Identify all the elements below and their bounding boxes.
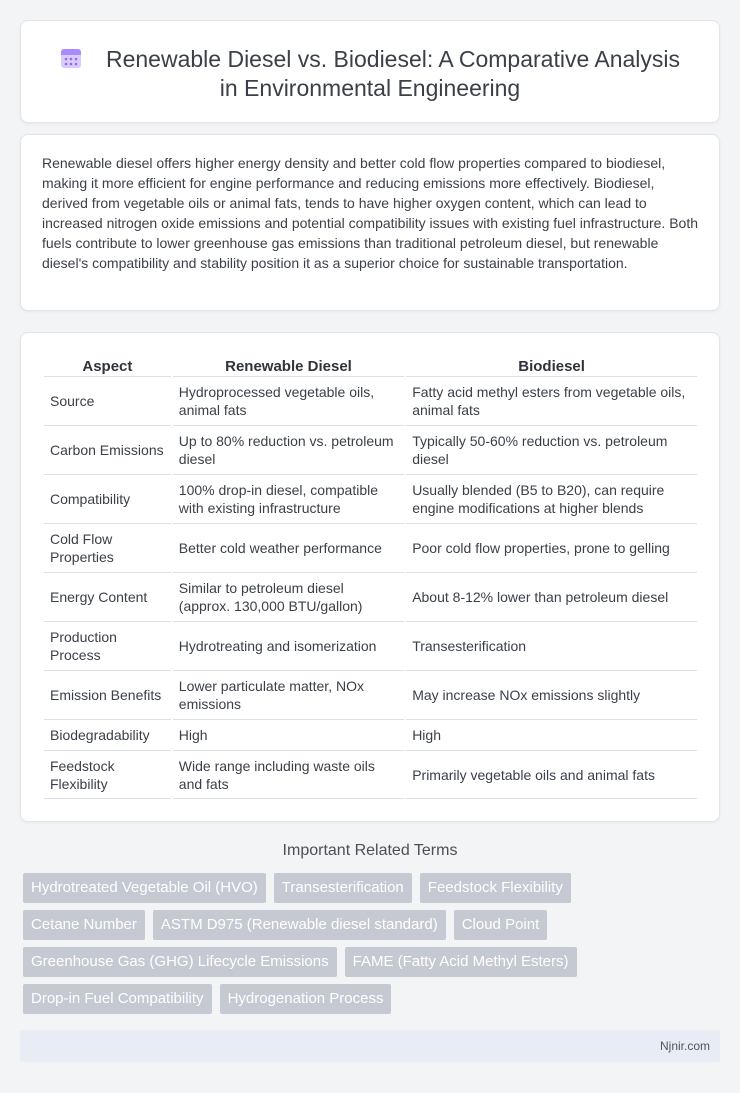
cell-aspect: Source <box>44 376 171 425</box>
header-biodiesel: Biodiesel <box>518 358 585 375</box>
footer-site[interactable]: Njnir.com <box>659 1039 710 1053</box>
cell-renewable: Hydroprocessed vegetable oils, animal fats <box>173 376 404 425</box>
term-tag[interactable]: Cetane Number <box>23 910 145 940</box>
cell-biodiesel: May increase NOx emissions slightly <box>406 670 697 719</box>
cell-aspect: Feedstock Flexibility <box>44 750 171 799</box>
comparison-card <box>20 332 720 822</box>
cell-biodiesel: Fatty acid methyl esters from vegetable oils, animal fats <box>406 376 697 425</box>
cell-biodiesel: High <box>406 719 697 750</box>
term-row <box>23 910 723 940</box>
cell-renewable: Similar to petroleum diesel (approx. 130,000 BTU/gallon) <box>173 572 404 621</box>
table-row <box>44 719 697 750</box>
cell-biodiesel: Typically 50-60% reduction vs. petroleum diesel <box>406 425 697 474</box>
term-row <box>23 984 723 1014</box>
cell-biodiesel: Transesterification <box>406 621 697 670</box>
term-tag[interactable]: Greenhouse Gas (GHG) Lifecycle Emissions <box>23 947 337 977</box>
cell-aspect: Production Process <box>44 621 171 670</box>
cell-biodiesel: About 8-12% lower than petroleum diesel <box>406 572 697 621</box>
summary-card <box>20 134 720 311</box>
term-tag[interactable]: ASTM D975 (Renewable diesel standard) <box>153 910 446 940</box>
cell-renewable: Wide range including waste oils and fats <box>173 750 404 799</box>
cell-biodiesel: Poor cold flow properties, prone to gelling <box>406 523 697 572</box>
term-tag[interactable]: Hydrogenation Process <box>220 984 392 1014</box>
term-tag[interactable]: Hydrotreated Vegetable Oil (HVO) <box>23 873 266 903</box>
cell-aspect: Carbon Emissions <box>44 425 171 474</box>
table-row <box>44 572 697 621</box>
page-title <box>21 45 719 103</box>
table-row <box>44 670 697 719</box>
term-tag[interactable]: Cloud Point <box>454 910 548 940</box>
table-row <box>44 474 697 523</box>
comparison-table <box>42 349 699 799</box>
cell-renewable: Lower particulate matter, NOx emissions <box>173 670 404 719</box>
cell-aspect: Biodegradability <box>44 719 171 750</box>
cell-renewable: High <box>173 719 404 750</box>
term-tag[interactable]: Transesterification <box>274 873 412 903</box>
term-tag[interactable]: FAME (Fatty Acid Methyl Esters) <box>345 947 577 977</box>
header-renewable-diesel: Renewable Diesel <box>225 358 352 375</box>
cell-aspect: Emission Benefits <box>44 670 171 719</box>
table-row <box>44 425 697 474</box>
cell-renewable: Better cold weather performance <box>173 523 404 572</box>
summary-text: Renewable diesel offers higher energy density and better cold flow properties compared to biodiesel, making it more efficient for engine performance and reducing emissions more effectively. Biodiesel, derived from vegetable oils or animal fats, tends to have higher oxygen content, which can lead to increased nitrogen oxide emissions and potential compatibility issues with existing fuel infrastructure. Both fuels contribute to lower greenhouse gas emissions than traditional petroleum diesel, but renewable diesel's compatibility and stability position it as a superior choice for sustainable transportation. <box>42 155 699 271</box>
cell-aspect: Compatibility <box>44 474 171 523</box>
title-line-2: in Environmental Engineering <box>219 75 521 101</box>
calendar-icon <box>60 46 82 70</box>
cell-aspect: Cold Flow Properties <box>44 523 171 572</box>
term-row <box>23 873 723 903</box>
cell-biodiesel: Primarily vegetable oils and animal fats <box>406 750 697 799</box>
header-aspect: Aspect <box>82 358 133 375</box>
cell-renewable: 100% drop-in diesel, compatible with existing infrastructure <box>173 474 404 523</box>
cell-aspect: Energy Content <box>44 572 171 621</box>
cell-renewable: Hydrotreating and isomerization <box>173 621 404 670</box>
table-row <box>44 750 697 799</box>
table-header-row <box>44 349 697 376</box>
related-terms <box>23 873 723 1021</box>
table-row <box>44 376 697 425</box>
related-terms-heading: Important Related Terms <box>282 842 458 859</box>
title-card <box>20 20 720 123</box>
term-tag[interactable]: Feedstock Flexibility <box>420 873 571 903</box>
cell-biodiesel: Usually blended (B5 to B20), can require engine modifications at higher blends <box>406 474 697 523</box>
term-row <box>23 947 723 977</box>
cell-renewable: Up to 80% reduction vs. petroleum diesel <box>173 425 404 474</box>
title-line-1: Renewable Diesel vs. Biodiesel: A Comparative Analysis <box>105 46 680 72</box>
footer <box>20 1030 720 1062</box>
table-row <box>44 523 697 572</box>
term-tag[interactable]: Drop-in Fuel Compatibility <box>23 984 212 1014</box>
table-row <box>44 621 697 670</box>
